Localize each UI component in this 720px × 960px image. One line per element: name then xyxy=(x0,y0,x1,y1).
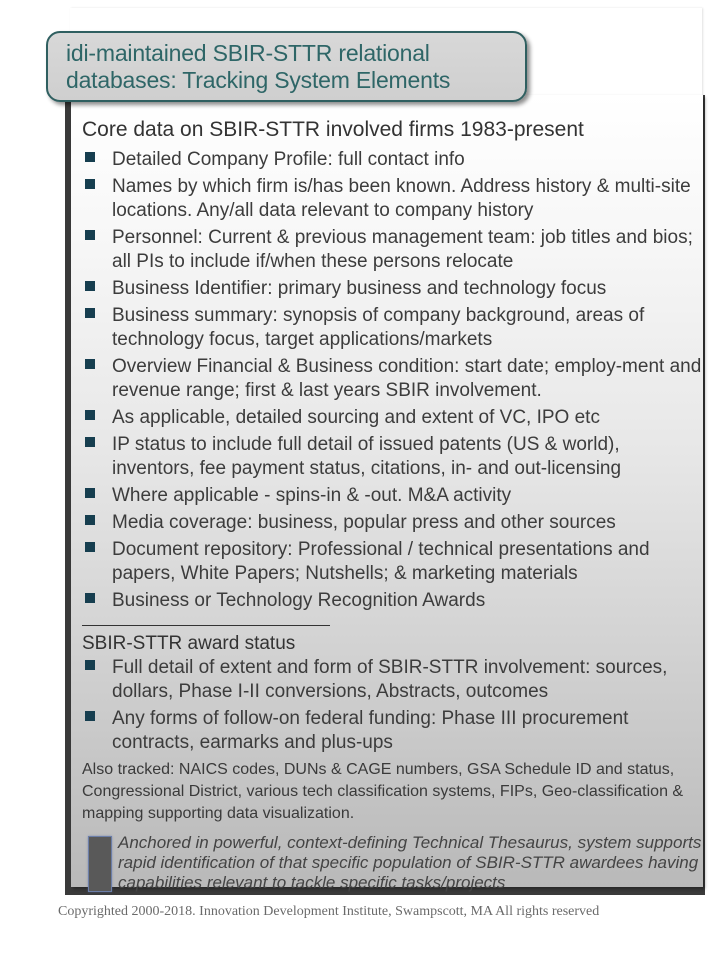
title-line-2: databases: Tracking System Elements xyxy=(66,67,451,93)
title-box xyxy=(46,31,527,102)
list-item xyxy=(82,406,702,430)
core-data-list xyxy=(82,148,702,613)
copyright-footer: Copyrighted 2000-2018. Innovation Development Institute, Swampscott, MA All rights reserved xyxy=(58,904,600,919)
list-item-text: Personnel: Current & previous management team: job titles and bios; all PIs to include if/when these persons relocate xyxy=(112,227,693,272)
callout-text: Anchored in powerful, context-defining Technical Thesaurus, system supports rapid identification of that specific population of SBIR-STTR awardees having capabilities relevant to tackle specific tasks/projects xyxy=(118,833,702,892)
list-item xyxy=(82,707,702,755)
square-bullet-icon xyxy=(85,542,95,552)
core-data-heading: Core data on SBIR-STTR involved firms 1983-present xyxy=(82,118,584,141)
list-item xyxy=(82,304,702,352)
callout-marker-icon xyxy=(88,836,112,892)
also-tracked-text: Also tracked: NAICS codes, DUNs & CAGE numbers, GSA Schedule ID and status, Congressional District, various tech classification systems, FIPs, Geo-classification & mapping supporting data visualization. xyxy=(82,761,684,822)
list-item xyxy=(82,656,702,704)
list-item-text: Overview Financial & Business condition: start date; employ-ment and revenue range; first & last years SBIR involvement. xyxy=(112,356,702,401)
square-bullet-icon xyxy=(85,230,95,240)
square-bullet-icon xyxy=(85,281,95,291)
list-item xyxy=(82,175,702,223)
square-bullet-icon xyxy=(85,152,95,162)
list-item xyxy=(82,277,702,301)
list-item-text: Detailed Company Profile: full contact info xyxy=(112,149,465,170)
square-bullet-icon xyxy=(85,515,95,525)
square-bullet-icon xyxy=(85,488,95,498)
list-item xyxy=(82,589,702,613)
square-bullet-icon xyxy=(85,593,95,603)
square-bullet-icon xyxy=(85,308,95,318)
content xyxy=(82,116,702,893)
list-item-text: Names by which firm is/has been known. Address history & multi-site locations. Any/all data relevant to company history xyxy=(112,176,691,221)
list-item-text: Full detail of extent and form of SBIR-STTR involvement: sources, dollars, Phase I-II conversions, Abstracts, outcomes xyxy=(112,657,668,702)
list-item-text: Business Identifier: primary business and technology focus xyxy=(112,278,607,299)
award-status-list xyxy=(82,656,702,755)
list-item xyxy=(82,355,702,403)
thesaurus-callout xyxy=(82,833,702,893)
list-item-text: IP status to include full detail of issued patents (US & world), inventors, fee payment status, citations, in- and out-licensing xyxy=(112,434,622,479)
list-item-text: Media coverage: business, popular press and other sources xyxy=(112,512,616,533)
list-item xyxy=(82,148,702,172)
list-item-text: Where applicable - spins-in & -out. M&A activity xyxy=(112,485,512,506)
list-item xyxy=(82,226,702,274)
list-item-text: Document repository: Professional / technical presentations and papers, White Papers; Nutshells; & marketing materials xyxy=(112,539,650,584)
award-status-heading: SBIR-STTR award status xyxy=(82,633,296,654)
title-line-1: idi-maintained SBIR-STTR relational xyxy=(66,40,430,66)
list-item xyxy=(82,538,702,586)
list-item-text: Business or Technology Recognition Awards xyxy=(112,590,486,611)
square-bullet-icon xyxy=(85,437,95,447)
list-item-text: Business summary: synopsis of company background, areas of technology focus, target applications/markets xyxy=(112,305,645,350)
list-item xyxy=(82,511,702,535)
square-bullet-icon xyxy=(85,359,95,369)
section-divider xyxy=(82,625,330,626)
square-bullet-icon xyxy=(85,179,95,189)
square-bullet-icon xyxy=(85,410,95,420)
list-item xyxy=(82,433,702,481)
square-bullet-icon xyxy=(85,711,95,721)
list-item-text: Any forms of follow-on federal funding: Phase III procurement contracts, earmarks and plus-ups xyxy=(112,708,629,753)
list-item-text: As applicable, detailed sourcing and extent of VC, IPO etc xyxy=(112,407,600,428)
list-item xyxy=(82,484,702,508)
square-bullet-icon xyxy=(85,660,95,670)
